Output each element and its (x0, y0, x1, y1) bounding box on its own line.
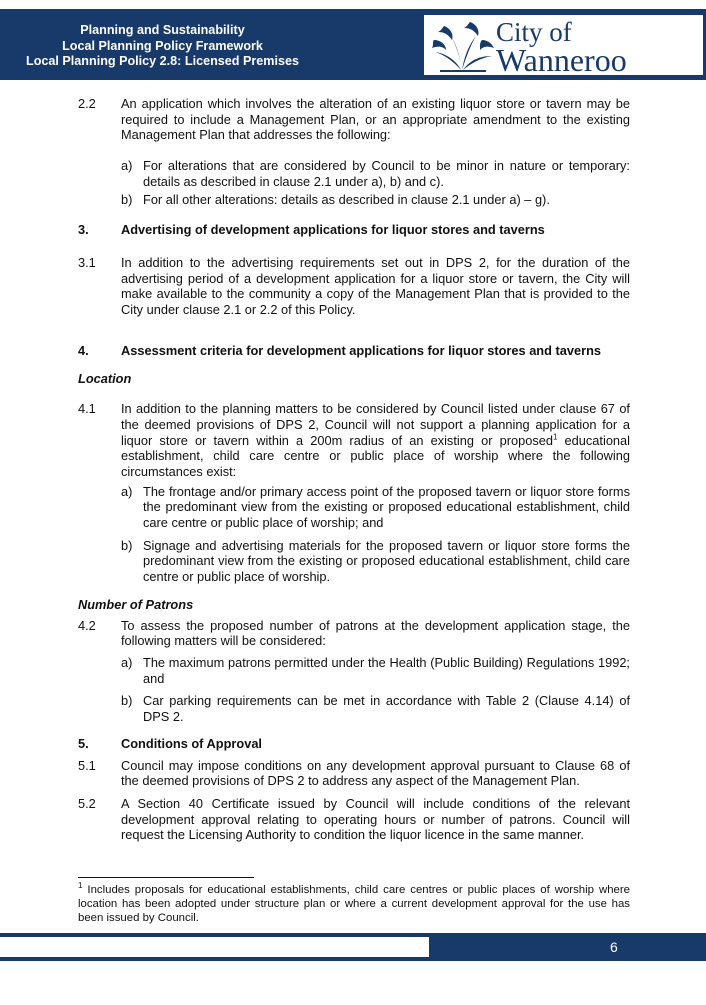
list-item (121, 192, 630, 208)
header-title-block (0, 23, 325, 70)
list-item (121, 484, 630, 531)
clause-text: A Section 40 Certificate issued by Council will include conditions of the relevant development approval relating to operating hours or number of patrons. Council will request the Licensing Authority to condition the liquor licence in the same manner. (121, 795, 630, 843)
clause-text-end: educational establishment, child care centre or public place of worship where the following circumstances exist: (121, 432, 631, 479)
clause-body (121, 618, 630, 725)
clause-3-1 (78, 255, 630, 318)
clause-list (121, 655, 630, 725)
section-title: Conditions of Approval (121, 735, 262, 751)
section-5-heading (78, 736, 630, 752)
clause-number: 5.1 (78, 757, 96, 773)
flower-logo-icon (430, 18, 496, 74)
section-number: 5. (78, 735, 89, 751)
clause-text: Council may impose conditions on any development approval pursuant to Clause 68 of the deemed provisions of DPS 2 to address any aspect of the Management Plan. (121, 757, 630, 789)
page-footer (0, 933, 706, 961)
list-item-letter: b) (121, 537, 133, 553)
footnote-mark: 1 (78, 881, 83, 891)
clause-text: An application which involves the alteration of an existing liquor store or tavern may be required to include a Management Plan, or an appropriate amendment to the existing Management Plan that addresses the following: (121, 96, 630, 143)
list-item (121, 655, 630, 686)
clause-number: 5.2 (78, 795, 96, 811)
list-item-text: Car parking requirements can be met in accordance with Table 2 (Clause 4.14) of DPS 2. (143, 693, 630, 725)
document-body (78, 96, 630, 858)
list-item-text: For alterations that are considered by Council to be minor in nature or temporary: details as described in clause 2.1 under a), b) and c). (143, 158, 630, 189)
clause-4-1 (78, 401, 630, 585)
clause-number: 4.1 (78, 401, 96, 417)
list-item-letter: a) (121, 483, 133, 499)
list-item-text: Signage and advertising materials for the proposed tavern or liquor store forms the predominant view from the existing or proposed educational establishment, child care centre or public place of worship. (143, 537, 630, 585)
footnote (78, 883, 630, 926)
logo-line-city-of: City of (496, 17, 572, 47)
clause-5-2 (78, 796, 630, 843)
clause-number: 4.2 (78, 617, 96, 633)
clause-list (121, 484, 630, 585)
clause-2-2 (78, 96, 630, 207)
section-3-heading (78, 222, 630, 238)
header-line-framework: Local Planning Policy Framework (62, 38, 263, 53)
section-title: Assessment criteria for development applications for liquor stores and taverns (121, 342, 602, 358)
list-item-text: The maximum patrons permitted under the Health (Public Building) Regulations 1992; and (143, 654, 630, 686)
footnote-reference: 1 (552, 432, 558, 442)
list-item-letter: a) (121, 654, 133, 670)
clause-text-start: In addition to the planning matters to be considered by Council listed under clause 67 of the deemed provisions of DPS 2, Council will not support a planning application for a liquor store or tavern within a 200m radius of an existing or proposed (121, 401, 630, 448)
list-item (121, 693, 630, 724)
list-item (121, 538, 630, 585)
list-item-text: For all other alterations: details as described in clause 2.1 under a) – g). (143, 191, 550, 207)
footnote-divider (78, 877, 254, 878)
logo-line-wanneroo: Wanneroo (496, 42, 627, 78)
list-item (121, 158, 630, 189)
city-logo-wordmark (496, 19, 627, 76)
section-number: 4. (78, 342, 89, 358)
footer-white-band (0, 937, 429, 957)
clause-number: 2.2 (78, 96, 96, 111)
list-item-letter: a) (121, 158, 133, 174)
city-logo (424, 15, 703, 78)
list-item-text: The frontage and/or primary access point of the proposed tavern or liquor store forms the predominant view from the existing or proposed educational establishment, child care centre or public place of worship; and (143, 483, 630, 531)
header-line-policy: Local Planning Policy 2.8: Licensed Premises (26, 54, 299, 69)
section-title: Advertising of development applications for liquor stores and taverns (121, 222, 545, 238)
clause-text (121, 401, 630, 480)
section-number: 3. (78, 222, 89, 238)
section-4-heading (78, 343, 630, 359)
page-header (0, 9, 706, 80)
page-number: 6 (610, 939, 618, 955)
footnote-text: Includes proposals for educational establishments, child care centres or public places of worship where location has been adopted under structure plan or where a current development approval for the use has been issued by Council. (78, 884, 630, 925)
clause-text: To assess the proposed number of patrons at the development application stage, the following matters will be considered: (121, 617, 630, 649)
clause-5-1 (78, 758, 630, 789)
clause-body (121, 401, 630, 585)
list-item-letter: b) (121, 191, 133, 207)
clause-text: In addition to the advertising requirements set out in DPS 2, for the duration of the advertising period of a development application for a liquor store or tavern, the City will make available to the community a copy of the Management Plan that is provided to the City under clause 2.1 or 2.2 of this Policy. (121, 254, 630, 318)
header-line-department: Planning and Sustainability (80, 23, 245, 37)
clause-body (121, 96, 630, 207)
clause-4-2 (78, 618, 630, 725)
list-item-letter: b) (121, 693, 133, 709)
clause-number: 3.1 (78, 254, 96, 270)
subheading-location: Location (78, 371, 132, 387)
clause-list (121, 158, 630, 207)
subheading-number-of-patrons: Number of Patrons (78, 596, 194, 612)
